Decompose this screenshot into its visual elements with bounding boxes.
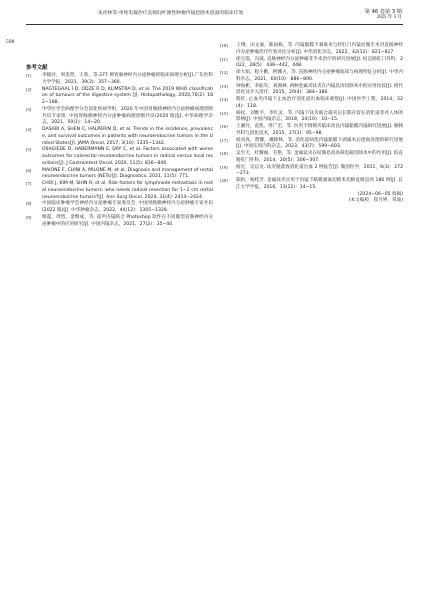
reference-item — [26, 147, 213, 167]
reference-number: [5] — [26, 147, 32, 153]
reference-text: 陈恒，杨桂芳. 金属钛夹应用于内镜下粘膜剥离切除术切除直肠息肉 186 例[J]. 长江大学学报，2016，13(12)：14−15. — [236, 178, 403, 190]
reference-item — [220, 165, 403, 179]
reference-text: NAGTEGAAL I D, ODZE R D, KLIMSTRA D, et al. The 2019 WHO classification of tumours of the digestive system [J]. Histopathology, 2020,76(2): 182−188. — [42, 86, 213, 105]
reference-number: [20] — [220, 178, 228, 183]
reference-number: [8] — [26, 201, 32, 207]
reference-item — [220, 84, 403, 98]
reference-text: DASARI A, SHEN C, HALPERIN D, et al. Trends in the incidence, prevalence, and survival outcomes in patients with neuroendocrine tumors in the United States[J]. JAMA Oncol, 2017, 3(10): 1335−1342. — [42, 127, 213, 146]
reference-number: [16] — [220, 124, 228, 129]
reference-item — [26, 168, 213, 182]
reference-text: 王琍，田文嘉，陈国栋，等. 内镜黏膜下剥离术与经肛门内镜显微手术对直肠神经内分泌肿瘤治疗疗效对比分析[J]. 中华消化杂志，2022，42(12)：821−827. — [236, 43, 403, 55]
reference-number: [10] — [220, 43, 228, 48]
issue-info — [338, 9, 402, 22]
reference-item — [220, 111, 403, 125]
reference-number: [6] — [26, 167, 32, 173]
reference-item — [26, 215, 213, 229]
reference-number: [18] — [220, 151, 228, 156]
reference-number: [15] — [220, 110, 228, 116]
page-number: 598 — [6, 39, 15, 45]
reference-item — [26, 201, 213, 215]
reference-number: [13] — [220, 83, 228, 89]
reference-number: [11] — [220, 56, 228, 62]
reference-text: 杨宏，吴以龙. 钛夹脱落致消化道出血 2 例报告[J]. 微创医学，2011，6(3)：272−273. — [236, 164, 403, 177]
reference-text: 徐宝霞，冯波. 直肠神经内分泌肿瘤非手术治疗的研究进展[J]. 结直肠肛门外科，2022，28(5)：438−442，448. — [236, 56, 403, 69]
reference-text: 杨松，刘维平，李红灵，等. 内镜下钛夹联合凝夹后长期存留在消化道者对人体的影响[J]. 中国内镜杂志，2018，24(10)：10−15. — [236, 110, 403, 123]
running-title: 朱祥林等:单纯电凝治疗直肠间叶源性肿瘤内镜挖除术创面的临床疗效 — [98, 11, 244, 16]
reference-item — [26, 181, 213, 201]
reference-number: [12] — [220, 70, 228, 75]
reference-number: [19] — [220, 164, 228, 170]
editor-note: (本文编校：崔月婷，常迪) — [348, 198, 403, 204]
reference-text: 中国临床肿瘤学会神经内分泌肿瘤专家委员会. 中国胃肠胰神经内分泌肿瘤专家共识(2022 版)[J]. 中华肿瘤杂志，2022，44(12)：1305−1329. — [42, 201, 213, 213]
references-right-column — [220, 43, 403, 205]
reference-text: 李晓玲，周金剑，王新，等.377 例胃肠神经内分泌肿瘤的临床病理分析[J].广东医科大学学报，2021，39(3)：357−360. — [42, 73, 213, 85]
reference-item — [220, 57, 403, 71]
reference-item — [220, 178, 403, 192]
reference-item — [220, 97, 403, 111]
issue-number: 第 46 卷第 3 期 — [364, 9, 402, 15]
reference-item — [220, 138, 403, 152]
received-date: (2024−06−05 收稿) — [357, 191, 403, 197]
reference-number: [3] — [26, 106, 32, 112]
reference-text: 钟海彬，李振军，刘满林. 两种金属夹钛夹在内镜息肉切除术中的应用比较[J]. 现代消化及介入诊疗，2015，20(4)：384−386. — [236, 83, 403, 96]
reference-item — [220, 70, 403, 84]
reference-number: [1] — [26, 73, 32, 78]
references-left-column — [26, 73, 213, 228]
reference-item — [26, 87, 213, 107]
reference-text: 中华医学会病理学分会消化疾病学组，2020 年中国胃肠胰神经内分泌肿瘤病理诊断共识专家组. 中国胃肠胰神经内分泌肿瘤病理诊断共识(2020 版)[J]. 中华病理学杂志，2021，50(1)：14−20. — [42, 106, 213, 126]
references-right-list — [220, 43, 403, 192]
reference-text: CHOI J, KIM M, SHIN R, et al. Risk factors for lymphnode metastasis in rectal neuroendocrine tumors: who needs radical resection for 1−2 cm rectal neuroendocrine tumors?[J]. Ann Surg Oncol, 2024, 31(4): 2414−2424. — [42, 181, 213, 200]
reference-item — [26, 73, 213, 87]
reference-item — [220, 43, 403, 57]
reference-number: [4] — [26, 127, 32, 132]
reference-number: [17] — [220, 137, 228, 143]
reference-number: [2] — [26, 86, 32, 92]
reference-text: 徐大娟，程小勤，阿娜古，等. 直肠神经内分泌肿瘤临床与病理特征分析[J]. 中华内科杂志，2021，60(10)：886−890. — [236, 70, 403, 82]
reference-text: OSAGIEDE O, HABERMANN E, DAY C, et al. Factors associated with worse outcomes for colorectal neuroendocrine tumors in radical versus local resections[J]. J Gastrointest Oncol, 2020, 11(5): 836−846. — [42, 147, 213, 166]
reference-item — [220, 124, 403, 138]
reference-text: 缪磊，周烈，金继成，等. 超声内镜联合 Photoshop 软件在不同微型直肠神经内分泌肿瘤中的应用研究[J]. 中国内镜杂志，2021，27(2)：35−40. — [42, 214, 213, 227]
header-divider — [26, 24, 403, 25]
issue-date: 2025 年 5 月 — [376, 15, 402, 21]
reference-text: 程红. 止血夹内镜下止血治疗消化道出血临床观察[J]. 中国医学工程，2014，22(4)：118. — [236, 97, 403, 109]
reference-text: 王湘玲，袁凯，周广宏，等. 医用不锈钢夹临床改良内镜黏膜内镜研究进展[J]. 肠胰外科与消化技术，2015，27(1)：95−98. — [236, 124, 403, 136]
reference-number: [9] — [26, 214, 32, 220]
reference-item — [26, 107, 213, 127]
reference-number: [7] — [26, 181, 32, 186]
reference-number: [14] — [220, 97, 228, 102]
reference-text: 杨真真，赞馨，潘晓林，等. 消化道病变内镜黏膜下剥离术后创面处理的研究进展[J]. 中国实用内科杂志，2023，43(7)：599−603. — [236, 137, 403, 150]
references-heading: 参考文献 — [26, 65, 48, 71]
reference-text: 吴至天，杜耀丽，毛艳，等. 金属钛夹在结肠息肉高频电凝切除术中的作用[J]. 结直肠肛门外科，2014，20(5)：306−307. — [236, 151, 403, 163]
reference-item — [220, 151, 403, 165]
reference-text: MAIONE F, CHINI A, MILONE M, et al. Diagnosis and management of rectal neuroendocrine tumors (NETs)[J]. Diagnostics, 2021, 11(5): 771. — [42, 167, 213, 180]
reference-item — [26, 127, 213, 147]
